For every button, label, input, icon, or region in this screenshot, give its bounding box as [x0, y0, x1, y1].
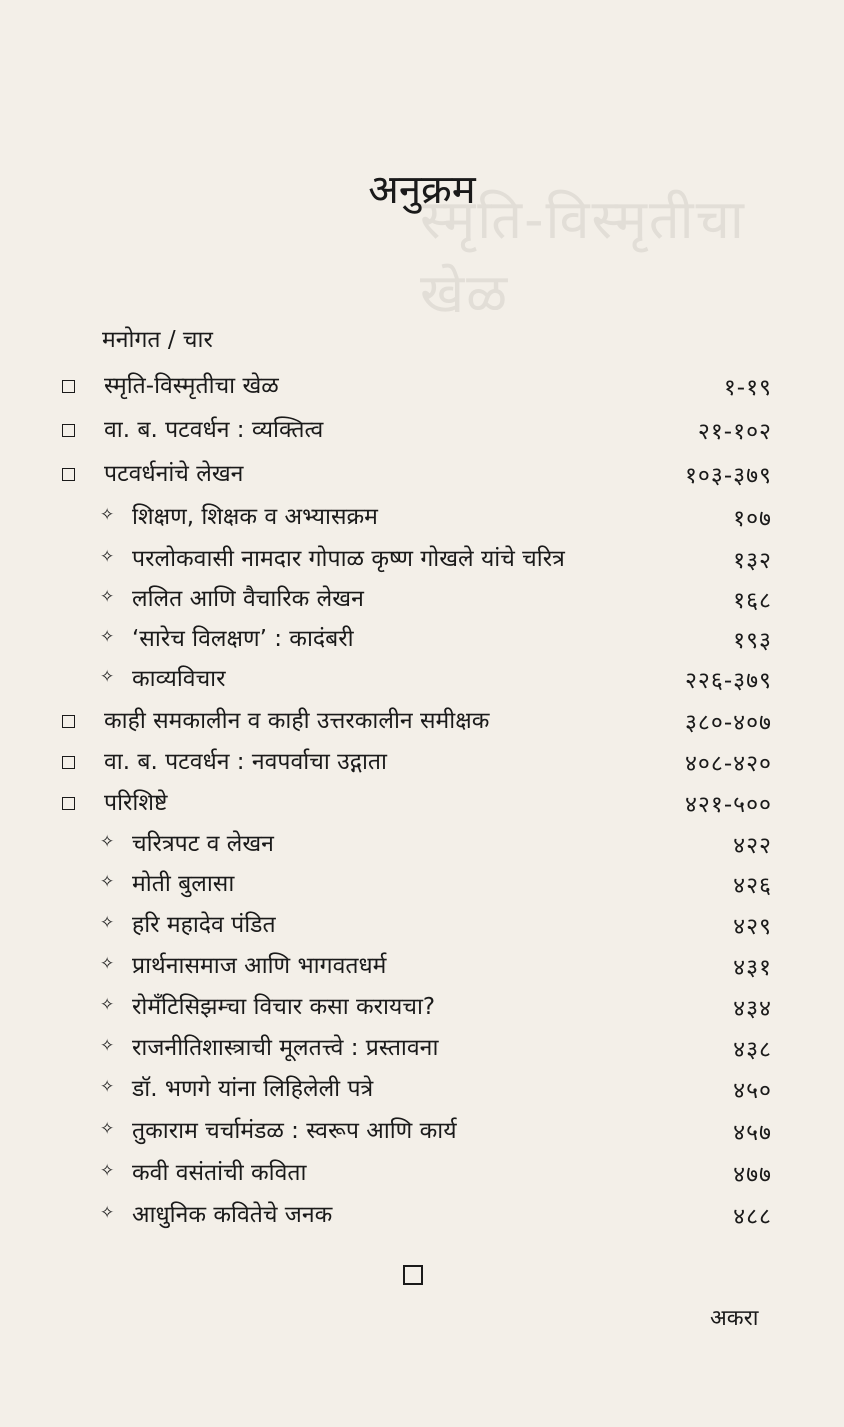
- toc-entry: [0, 866, 844, 900]
- toc-entry: [0, 948, 844, 982]
- toc-entry: [0, 368, 844, 402]
- toc-entry-page: ४३१: [733, 955, 772, 981]
- toc-entry-page: ४७७: [733, 1162, 772, 1188]
- toc-entry-label: वा. ब. पटवर्धन : व्यक्तित्व: [104, 417, 324, 443]
- page-folio: अकरा: [710, 1306, 759, 1331]
- toc-entry-page: ४२६: [733, 873, 772, 899]
- toc-entry: [0, 412, 844, 446]
- toc-entry-label: ललित आणि वैचारिक लेखन: [132, 586, 364, 612]
- bleed-through-heading: स्मृति-विस्मृतीचा खेळ: [420, 188, 746, 325]
- toc-entry-label: प्रार्थनासमाज आणि भागवतधर्म: [132, 953, 387, 979]
- toc-entry-label: स्मृति-विस्मृतीचा खेळ: [104, 373, 279, 399]
- page-title: अनुक्रम: [368, 167, 476, 213]
- toc-entry-page: २२६-३७९: [684, 668, 772, 694]
- toc-entry: [0, 826, 844, 860]
- toc-entry-label: रोमँटिसिझम्चा विचार कसा करायचा?: [132, 994, 436, 1020]
- diamond-bullet-icon: ✧: [100, 1119, 115, 1139]
- toc-entry: [0, 661, 844, 695]
- diamond-bullet-icon: ✧: [100, 1036, 115, 1056]
- diamond-bullet-icon: ✧: [100, 505, 115, 525]
- diamond-bullet-icon: ✧: [100, 627, 115, 647]
- square-bullet-icon: [62, 468, 75, 481]
- toc-entry: [0, 541, 844, 575]
- diamond-bullet-icon: ✧: [100, 832, 115, 852]
- toc-entry: [0, 499, 844, 533]
- toc-entry-label: पटवर्धनांचे लेखन: [104, 461, 244, 487]
- toc-entry-page: ४२९: [733, 914, 772, 940]
- toc-entry-label: ‘सारेच विलक्षण’ : कादंबरी: [132, 626, 354, 652]
- square-bullet-icon: [62, 424, 75, 437]
- toc-entry-label: चरित्रपट व लेखन: [132, 831, 274, 857]
- toc-entry-label: हरि महादेव पंडित: [132, 912, 276, 938]
- toc-entry: [0, 907, 844, 941]
- toc-entry-label: परलोकवासी नामदार गोपाळ कृष्ण गोखले यांचे चरित्र: [132, 546, 565, 572]
- diamond-bullet-icon: ✧: [100, 872, 115, 892]
- toc-entry-page: ४३८: [733, 1037, 772, 1063]
- toc-entry-label: कवी वसंतांची कविता: [132, 1160, 307, 1186]
- toc-entry-page: १०७: [733, 506, 772, 532]
- toc-entry-page: १-१९: [723, 375, 772, 401]
- toc-entry-label: वा. ब. पटवर्धन : नवपर्वाचा उद्गाता: [104, 749, 387, 775]
- square-bullet-icon: [62, 797, 75, 810]
- toc-entry: [0, 456, 844, 490]
- toc-entry-label: राजनीतिशास्त्राची मूलतत्त्वे : प्रस्तावना: [132, 1035, 439, 1061]
- toc-entry-label: काव्यविचार: [132, 666, 226, 692]
- toc-entry-page: ४५७: [733, 1120, 772, 1146]
- toc-entry-label: तुकाराम चर्चामंडळ : स्वरूप आणि कार्य: [132, 1118, 457, 1144]
- toc-entry-page: ४०८-४२०: [684, 751, 772, 777]
- toc-entry: [0, 1071, 844, 1105]
- toc-entry-page: ४५०: [733, 1078, 772, 1104]
- toc-entry: [0, 989, 844, 1023]
- toc-entry-label: शिक्षण, शिक्षक व अभ्यासक्रम: [132, 504, 378, 530]
- diamond-bullet-icon: ✧: [100, 913, 115, 933]
- toc-entry-page: ४२१-५००: [684, 792, 772, 818]
- toc-entry-page: ४३४: [733, 996, 772, 1022]
- square-bullet-icon: [62, 715, 75, 728]
- diamond-bullet-icon: ✧: [100, 1077, 115, 1097]
- toc-entry: [0, 621, 844, 655]
- toc-entry: [0, 1030, 844, 1064]
- diamond-bullet-icon: ✧: [100, 1161, 115, 1181]
- toc-entry-page: ४८८: [733, 1204, 772, 1230]
- toc-entry: [0, 1113, 844, 1147]
- diamond-bullet-icon: ✧: [100, 1203, 115, 1223]
- diamond-bullet-icon: ✧: [100, 995, 115, 1015]
- toc-entry-page: ४२२: [733, 833, 772, 859]
- toc-entry: [0, 703, 844, 737]
- diamond-bullet-icon: ✧: [100, 954, 115, 974]
- diamond-bullet-icon: ✧: [100, 547, 115, 567]
- toc-entry: [0, 1197, 844, 1231]
- toc-entry: [0, 1155, 844, 1189]
- intro-line: मनोगत / चार: [102, 327, 213, 353]
- toc-entry-label: काही समकालीन व काही उत्तरकालीन समीक्षक: [104, 708, 490, 734]
- toc-entry-page: १३२: [733, 548, 772, 574]
- square-bullet-icon: [62, 380, 75, 393]
- toc-entry-label: डॉ. भणगे यांना लिहिलेली पत्रे: [132, 1076, 374, 1102]
- toc-entry-page: १०३-३७९: [684, 463, 772, 489]
- toc-entry-page: १६८: [733, 588, 772, 614]
- toc-entry-page: १९३: [733, 628, 772, 654]
- square-bullet-icon: [62, 756, 75, 769]
- toc-entry-page: २१-१०२: [697, 419, 772, 445]
- diamond-bullet-icon: ✧: [100, 667, 115, 687]
- diamond-bullet-icon: ✧: [100, 587, 115, 607]
- toc-entry-label: परिशिष्टे: [104, 790, 168, 816]
- toc-entry: [0, 744, 844, 778]
- end-box-icon: [403, 1265, 423, 1285]
- toc-entry-label: आधुनिक कवितेचे जनक: [132, 1202, 333, 1228]
- toc-entry-label: मोती बुलासा: [132, 871, 235, 897]
- toc-entry-page: ३८०-४०७: [684, 710, 772, 736]
- toc-entry: [0, 785, 844, 819]
- toc-entry: [0, 581, 844, 615]
